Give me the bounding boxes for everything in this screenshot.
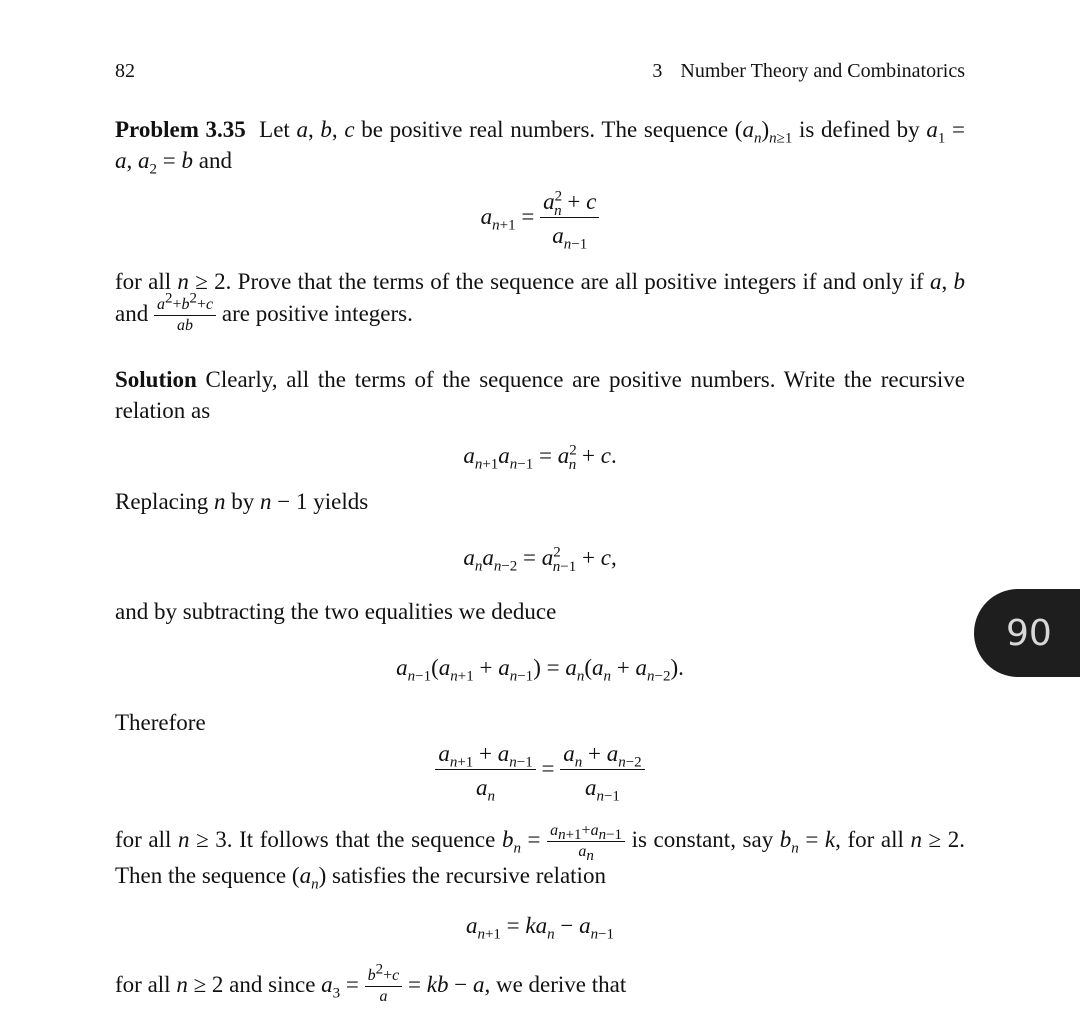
problem-statement-continued: for all n ≥ 2. Prove that the terms of the sequence are all positive integers if and only if a, b and $\frac{a^2+b^2+c}{ab}$ are positive integers. — [115, 269, 965, 334]
equation-shifted: $a_na_{n-2} = a^2_{n-1} + c$, — [463, 544, 617, 575]
text-replacing: Replacing n by n − 1 yields — [115, 489, 369, 514]
chapter-number: 3 — [652, 60, 663, 82]
text-therefore: Therefore — [115, 710, 206, 735]
problem-statement: Problem 3.35 Let a, b, c be positive real numbers. The sequence $(a_n)_{n\ge 1}$ is defined by $a_1 = a$, $a_2 = b$ and — [115, 117, 965, 178]
chapter-title: Number Theory and Combinatorics — [680, 60, 965, 82]
page-number: 82 — [115, 60, 135, 82]
solution-paragraph: Solution Clearly, all the terms of the sequence are positive numbers. Write the recursive relation as — [115, 367, 965, 423]
running-header — [115, 56, 965, 84]
text-derive: for all n ≥ 2 and since $a_3$ = $\frac{b^2+c}{a}$ = kb − a, we derive that — [115, 961, 627, 1005]
problem-label: Problem 3.35 — [115, 117, 246, 142]
text-constant-sequence: for all n ≥ 3. It follows that the sequence $b_n$ = $\frac{a_{n+1}+a_{n-1}}{a_n}$ is constant, say $b_n = k$, for all n ≥ 2. Then the sequence $(a_n)$ satisfies the recursive relation — [115, 822, 965, 893]
equation-ratio: $\frac{a_{n+1} + a_{n-1}}{a_n}$ = $\frac{a_n + a_{n-2}}{a_{n-1}}$ — [115, 742, 965, 799]
text-subtracting: and by subtracting the two equalities we deduce — [115, 599, 557, 624]
equation-product: $a_{n+1}a_{n-1} = a^2_n + c$. — [463, 442, 617, 473]
chapter-heading — [652, 56, 965, 87]
equation-difference: $a_{n-1}(a_{n+1} + a_{n-1}) = a_n(a_n + a_{n-2})$. — [396, 655, 684, 685]
solution-label: Solution — [115, 367, 197, 392]
equation-linear-recurrence: $a_{n+1} = ka_n - a_{n-1}$ — [465, 913, 615, 943]
page-indicator-badge[interactable]: 90 — [974, 589, 1080, 677]
equation-recurrence: $a_{n+1}$ = $\frac{a^2_n + c}{a_{n-1}}$ — [115, 190, 965, 247]
